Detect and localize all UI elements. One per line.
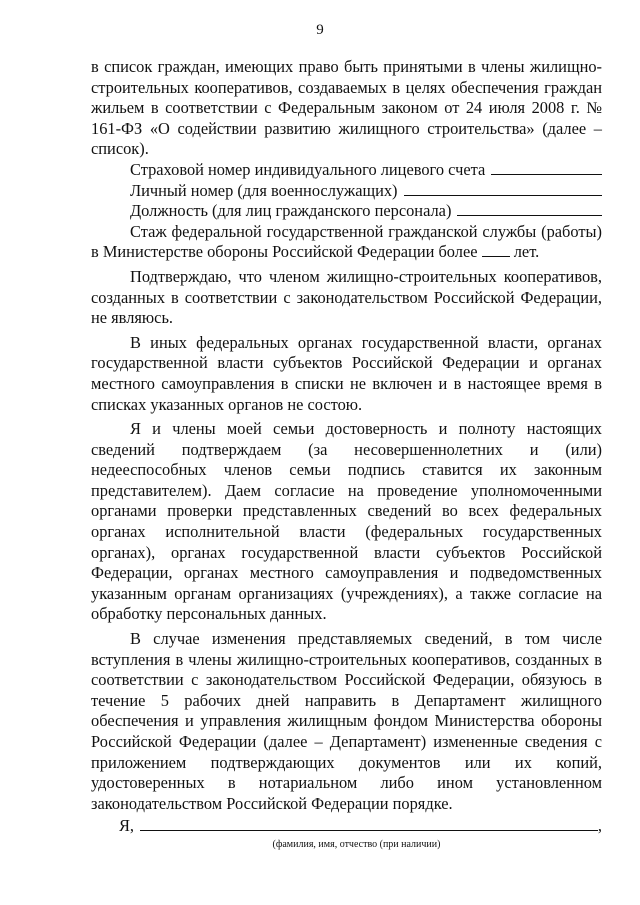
personal-number-blank[interactable] [404, 181, 602, 196]
position-blank[interactable] [457, 201, 602, 216]
paragraph-list-continuation: в список граждан, имеющих право быть принятыми в члены жилищно-строительных кооперативов, создаваемых в целях обеспечения граждан жильем в соответствии с Федеральным законом от 24 июля 2008 г. № 161-ФЗ «О содействии развитию жилищного строительства» (далее – список). [91, 57, 602, 159]
field-insurance-number [91, 160, 602, 181]
signature-prefix: Я, [119, 816, 135, 836]
full-name-caption: (фамилия, имя, отчество (при наличии) [272, 838, 441, 850]
service-years-unit: лет. [513, 242, 540, 262]
service-length-text: Стаж федеральной государственной гражданской службы (работы) в Министерстве обороны Российской Федерации более [91, 221, 602, 262]
paragraph-family-consent: Я и члены моей семьи достоверность и полноту настоящих сведений подтверждаем (за несовершеннолетних и (или) недееспособных членов семьи подпись ставится их законным представителем). Даем согласие на проведение уполномоченными органами проверки представленных сведений во всех федеральных органах исполнительной власти (федеральных государственных органах), органах государственной власти субъектов Российской Федерации, органах местного самоуправления и подведомственных указанным органам организациях (учреждениях), а также согласие на обработку персональных данных. [91, 419, 602, 624]
signature-row [91, 816, 602, 837]
paragraph-change-obligation: В случае изменения представляемых сведений, в том числе вступления в члены жилищно-строительных кооперативов, созданных в соответствии с законодательством Российской Федерации, обязуюсь в течение 5 рабочих дней направить в Департамент жилищного обеспечения и управления жилищным фондом Министерства обороны Российской Федерации (далее – Департамент) измененные сведения с приложением подтверждающих документов или их копий, удостоверенных в нотариальном либо ином установленном законодательством Российской Федерации порядке. [91, 629, 602, 813]
paragraph-confirm-not-member: Подтверждаю, что членом жилищно-строительных кооперативов, созданных в соответствии с законодательством Российской Федерации, не являюсь. [91, 266, 602, 328]
service-years-blank[interactable] [482, 242, 510, 257]
field-insurance-label: Страховой номер индивидуального лицевого счета [130, 159, 486, 179]
page-number: 9 [316, 22, 324, 38]
field-position [91, 201, 602, 222]
document-body [91, 57, 602, 851]
field-position-label: Должность (для лиц гражданского персонала) [130, 201, 452, 221]
field-personal-number [91, 181, 602, 202]
insurance-number-blank[interactable] [491, 160, 602, 175]
paragraph-other-lists: В иных федеральных органах государственной власти, органах государственной власти субъектов Российской Федерации и органах местного самоуправления в списки не включен и в настоящее время в списках указанных органов не состою. [91, 332, 602, 414]
full-name-blank[interactable] [140, 816, 598, 831]
paragraph-service-length [91, 222, 602, 263]
field-personal-label: Личный номер (для военнослужащих) [130, 180, 398, 200]
signature-suffix: , [597, 816, 602, 836]
